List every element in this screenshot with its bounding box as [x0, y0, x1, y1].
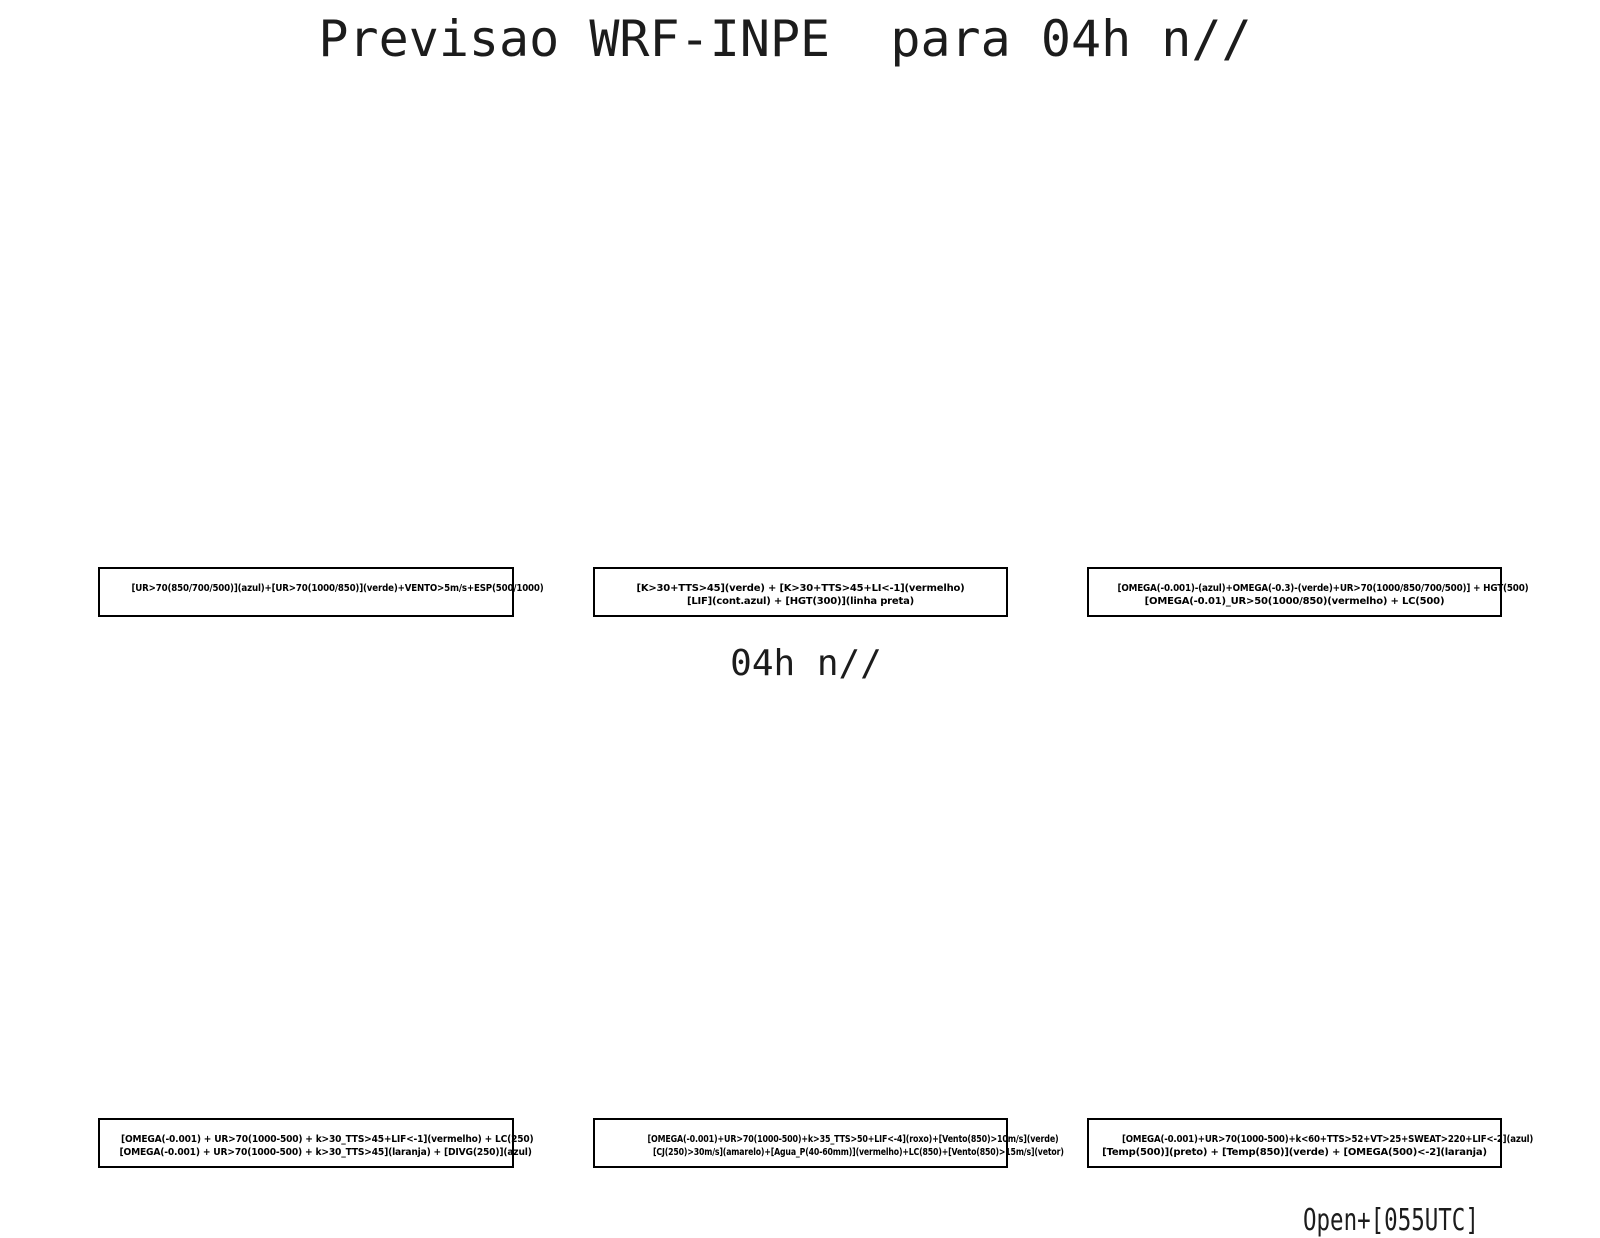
page-title: Previsao WRF-INPE para 04h n// [318, 10, 1252, 68]
legend-box-top-left [98, 567, 544, 617]
legend-box-top-middle [593, 567, 1008, 617]
legend-text-line: [UR>70(850/700/500)](azul)+[UR>70(1000/850)](verde)+VENTO>5m/s+ESP(500/1000) [131, 583, 544, 594]
legend-box-bottom-right [1087, 1118, 1534, 1168]
legend-text-line: [OMEGA(-0.001) + UR>70(1000-500) + k>30_TTS>45+LIF<-1](vermelho) + LC(250) [121, 1134, 534, 1145]
legend-box-bottom-middle [593, 1118, 1064, 1168]
legend-text-line: [K>30+TTS>45](verde) + [K>30+TTS>45+LI<-1](vermelho) [636, 583, 965, 594]
legend-text-line: [CJ(250)>30m/s](amarelo)+[Agua_P(40-60mm)](vermelho)+LC(850)+[Vento(850)>15m/s](vetor) [652, 1147, 1064, 1158]
legend-text-line: [Temp(500)](preto) + [Temp(850)](verde) + [OMEGA(500)<-2](laranja) [1102, 1147, 1487, 1158]
legend-text-line: [LIF](cont.azul) + [HGT(300)](linha preta) [686, 596, 914, 607]
legend-box-top-right [1087, 567, 1529, 617]
legend-text-line: [OMEGA(-0.001)+UR>70(1000-500)+k<60+TTS>52+VT>25+SWEAT>220+LIF<-2](azul) [1122, 1134, 1534, 1145]
legend-text-line: [OMEGA(-0.001)-(azul)+OMEGA(-0.3)-(verde)+UR>70(1000/850/700/500)] + HGT(500) [1117, 583, 1529, 594]
legend-text-line: [OMEGA(-0.001) + UR>70(1000-500) + k>30_TTS>45](laranja) + [DIVG(250)](azul) [119, 1147, 532, 1158]
footer-open-label [1267, 1176, 1479, 1238]
legend-text-line: [OMEGA(-0.01)_UR>50(1000/850)(vermelho) + LC(500) [1144, 596, 1445, 607]
center-time-label: 04h n// [730, 643, 882, 684]
footer-open-label-text: Open+[055UTC] [1303, 1203, 1479, 1238]
legend-text-line: [OMEGA(-0.001)+UR>70(1000-500)+k>35_TTS>50+LIF<-4](roxo)+[Vento(850)>10m/s](verde) [647, 1134, 1059, 1145]
legend-box-bottom-left [98, 1118, 534, 1168]
